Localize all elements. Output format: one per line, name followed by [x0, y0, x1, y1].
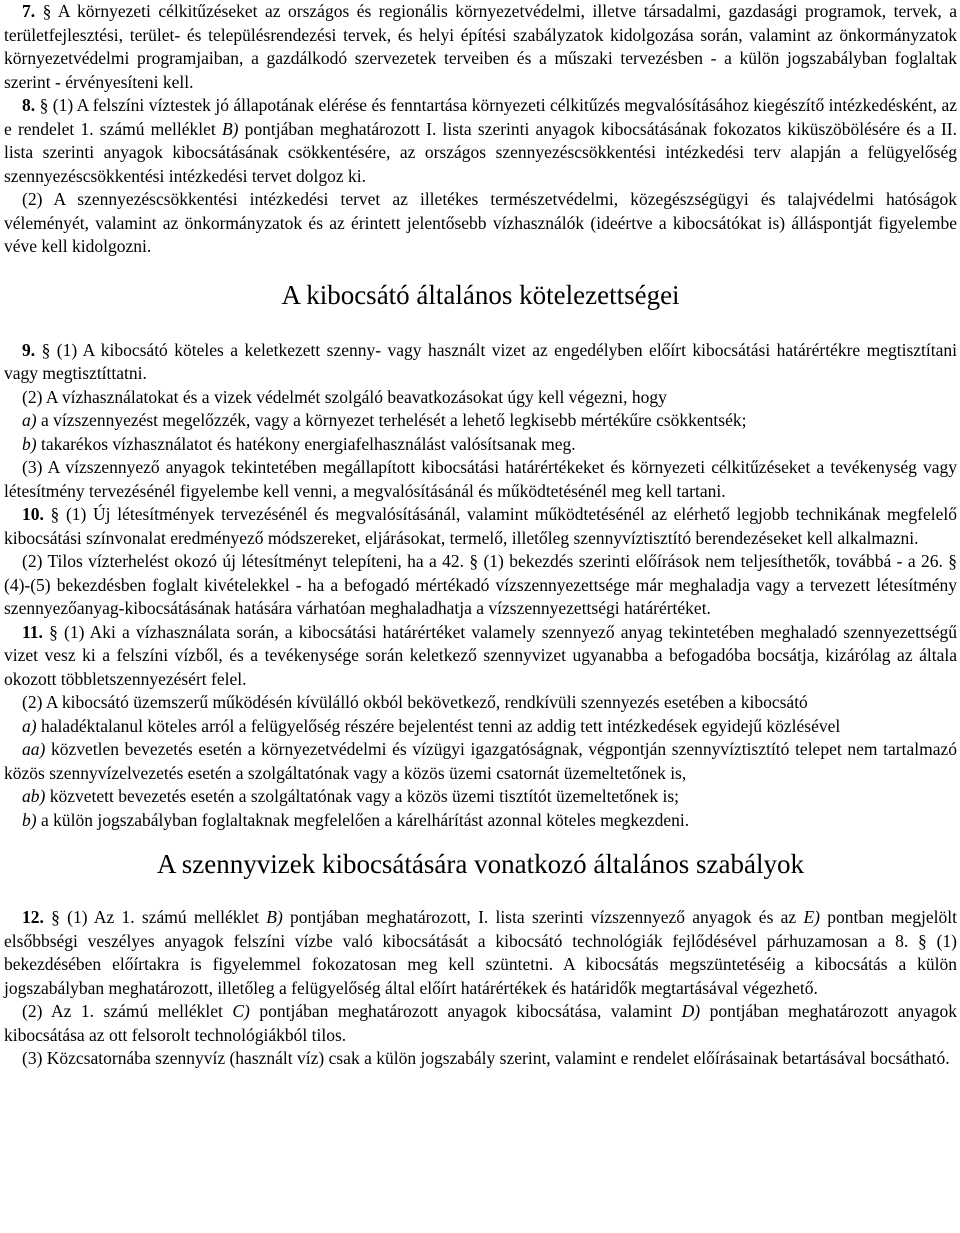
heading-szennyvizek-kibocsatasa: A szennyvizek kibocsátására vonatkozó általános szabályok — [156, 849, 805, 879]
section-number: 11. — [22, 621, 43, 642]
paragraph-text: takarékos vízhasználatot és hatékony energiafelhasználást valósítsanak meg. — [36, 433, 576, 454]
section-number: 7. — [22, 1, 36, 21]
item-marker: ab) — [22, 786, 46, 806]
section-11-2-paragraph — [4, 691, 957, 715]
paragraph-text: (2) A kibocsátó üzemszerű működésén kívülálló okból bekövetkező, rendkívüli szennyezés esetében a kibocsátó — [22, 692, 808, 712]
item-marker: a) — [22, 410, 37, 430]
paragraph-text: § (1) A kibocsátó köteles a keletkezett szenny- vagy használt vizet az engedélyben előírt kibocsátási határértékre megtisztítani vagy megtisztíttatni. — [4, 339, 957, 383]
section-9-2-paragraph — [4, 386, 957, 410]
item-marker: B) — [266, 907, 283, 927]
paragraph-text: (3) Közcsatornába szennyvíz (használt víz) csak a külön jogszabály szerint, valamint e rendelet előírásainak betartásával bocsátható. — [22, 1048, 950, 1068]
section-number: 8. — [22, 95, 36, 115]
section-number: 12. — [22, 907, 44, 927]
paragraph-text: közvetlen bevezetés esetén a környezetvédelmi és vízügyi igazgatóságnak, végpontján szennyvíztisztító telepet nem tartalmazó közös szennyvízelvezetés esetén a szolgáltatónak vagy a közös üzemi csatornát üzemeltetőnek is, — [4, 739, 957, 783]
paragraph-text: pontjában meghatározott, I. lista szerinti vízszennyező anyagok és az — [282, 907, 804, 927]
section-8-2-paragraph — [4, 188, 957, 259]
paragraph-text: (2) A szennyezéscsökkentési intézkedési tervet az illetékes természetvédelmi, közegészségügyi és talajvédelmi hatóságok véleményét, valamint az önkormányzatok és az érintett jelentősebb vízhasználók (ideértve a kibocsátókat is) álláspontját figyelembe véve kell kidolgozni. — [4, 189, 957, 256]
item-marker: a) — [22, 715, 37, 736]
paragraph-text: a külön jogszabályban foglaltaknak megfelelően a kárelhárítást azonnal köteles megkezdeni. — [36, 809, 690, 830]
section-11-1-paragraph — [4, 621, 957, 692]
paragraph-text: § (1) A felszíni víztestek jó állapotának elérése és fenntartása környezeti célkitűzés megvalósításához kiegészítő intézkedésként, az e rendelet 1. számú melléklet — [4, 95, 957, 139]
section-11-2-b-item — [4, 809, 957, 833]
item-marker: b) — [22, 433, 37, 454]
item-marker: B) — [221, 118, 239, 139]
paragraph-text: pontjában meghatározott anyagok kibocsátása az ott felsorolt technológiákból tilos. — [4, 1001, 957, 1045]
section-9-1-paragraph — [4, 339, 957, 386]
paragraph-text: pontjában meghatározott I. lista szerinti anyagok kibocsátásának fokozatos kiküszöbölésére és a II. lista szerinti anyagok kibocsátásának csökkentésére, az országos szennyezéscsökkentési intézkedési terv alapján a felügyelőség szennyezéscsökkentési intézkedési tervet dolgoz ki. — [4, 118, 957, 186]
paragraph-text: a vízszennyezést megelőzzék, vagy a környezet terhelését a lehető legkisebb mértékűre csökkentsék; — [36, 410, 747, 430]
item-marker: E) — [803, 907, 820, 927]
paragraph-text: haladéktalanul köteles arról a felügyelőség részére bejelentést tenni az addig tett intézkedések egyidejű közlésével — [36, 715, 841, 736]
paragraph-text: pontjában meghatározott anyagok kibocsátása, valamint — [249, 1001, 682, 1021]
paragraph-text: § (1) Új létesítmények tervezésénél és megvalósításánál, valamint működtetésénél az elérhető legjobb technikának megfelelő kibocsátási színvonalat eredményező módszereket, eljárásokat, termelő, illetőleg szennyvíztisztító berendezéseket kell alkalmazni. — [4, 504, 957, 548]
section-11-2-a-item — [4, 715, 957, 739]
paragraph-text: (2) A vízhasználatokat és a vizek védelmét szolgáló beavatkozásokat úgy kell végezni, hogy — [22, 386, 667, 407]
paragraph-text: közvetett bevezetés esetén a szolgáltatónak vagy a közös üzemi tisztítót üzemeltetőnek is; — [45, 786, 679, 806]
section-11-2-aa-item — [4, 738, 957, 785]
section-9-3-paragraph — [4, 456, 957, 503]
paragraph-text: (2) Az 1. számú melléklet — [22, 1001, 233, 1021]
section-8-1-paragraph — [4, 94, 957, 188]
paragraph-text: § (1) Aki a vízhasználata során, a kibocsátási határértéket valamely szennyező anyag tekintetében meghaladó szennyezettségű vizet vesz ki a felszíni vízből, és a tevékenysége során keletkező szennyvizet ugyanabba a befogadóba bocsátja, kizárólag az általa okozott többletszennyezésért felel. — [4, 621, 957, 689]
section-9-2-b-item — [4, 433, 957, 457]
section-12-3-paragraph — [4, 1047, 957, 1071]
paragraph-text: (2) Tilos vízterhelést okozó új létesítményt telepíteni, ha a 42. § (1) bekezdés szerinti előírások nem teljesíthetők, továbbá - a 26. § (4)-(5) bekezdésben foglalt kivételekkel - ha a befogadó mértékadó vízszennyezettsége már meghaladja vagy a tervezett létesítmény szennyezőanyag-kibocsátásának hatására várhatóan meghaladhatja a vízszennyezettségi határértéket. — [4, 551, 957, 618]
section-12-1-paragraph — [4, 906, 957, 1000]
section-number: 10. — [22, 504, 44, 524]
section-11-2-ab-item — [4, 785, 957, 809]
section-number: 9. — [22, 339, 36, 360]
item-marker: aa) — [22, 739, 46, 759]
paragraph-text: § (1) Az 1. számú melléklet — [43, 907, 267, 927]
section-12-2-paragraph — [4, 1000, 957, 1047]
heading-kibocsato-kotelezettsegei: A kibocsátó általános kötelezettségei — [281, 279, 680, 310]
paragraph-text: pontban megjelölt elsőbbségi veszélyes anyagok felszíni vízbe való kibocsátását a kibocsátó technológiák fejlődésével párhuzamosan a 8. § (1) bekezdésében előírtakra is figyelemmel fokozatosan meg kell szüntetni. A kibocsátás megszüntetéséig a kibocsátás a külön jogszabályban meghatározott, illetőleg a felügyelőség által előírt határértékek és határidők megtartásával végezhető. — [4, 907, 957, 998]
section-10-2-paragraph — [4, 550, 957, 621]
section-9-2-a-item — [4, 409, 957, 433]
section-10-1-paragraph — [4, 503, 957, 550]
paragraph-text: (3) A vízszennyező anyagok tekintetében megállapított kibocsátási határértékeket és környezeti célkitűzéseket a tevékenység vagy létesítmény tervezésénél figyelembe kell venni, a megvalósításánál és működtetésénél meg kell tartani. — [4, 457, 957, 501]
section-7-paragraph — [4, 0, 957, 94]
paragraph-text: § A környezeti célkitűzéseket az országos és regionális környezetvédelmi, illetve társadalmi, gazdasági programok, tervek, a területfejlesztési, terület- és településrendezési tervek, és helyi építési szabályzatok kidolgozása során, valamint az önkormányzatok környezetvédelmi programjaiban, a gazdálkodó szervezetek terveiben és a műszaki tervezésben - a külön jogszabályban foglaltak szerint - érvényesíteni kell. — [4, 1, 957, 92]
item-marker: C) — [232, 1001, 250, 1021]
item-marker: b) — [22, 809, 37, 830]
item-marker: D) — [681, 1001, 701, 1021]
